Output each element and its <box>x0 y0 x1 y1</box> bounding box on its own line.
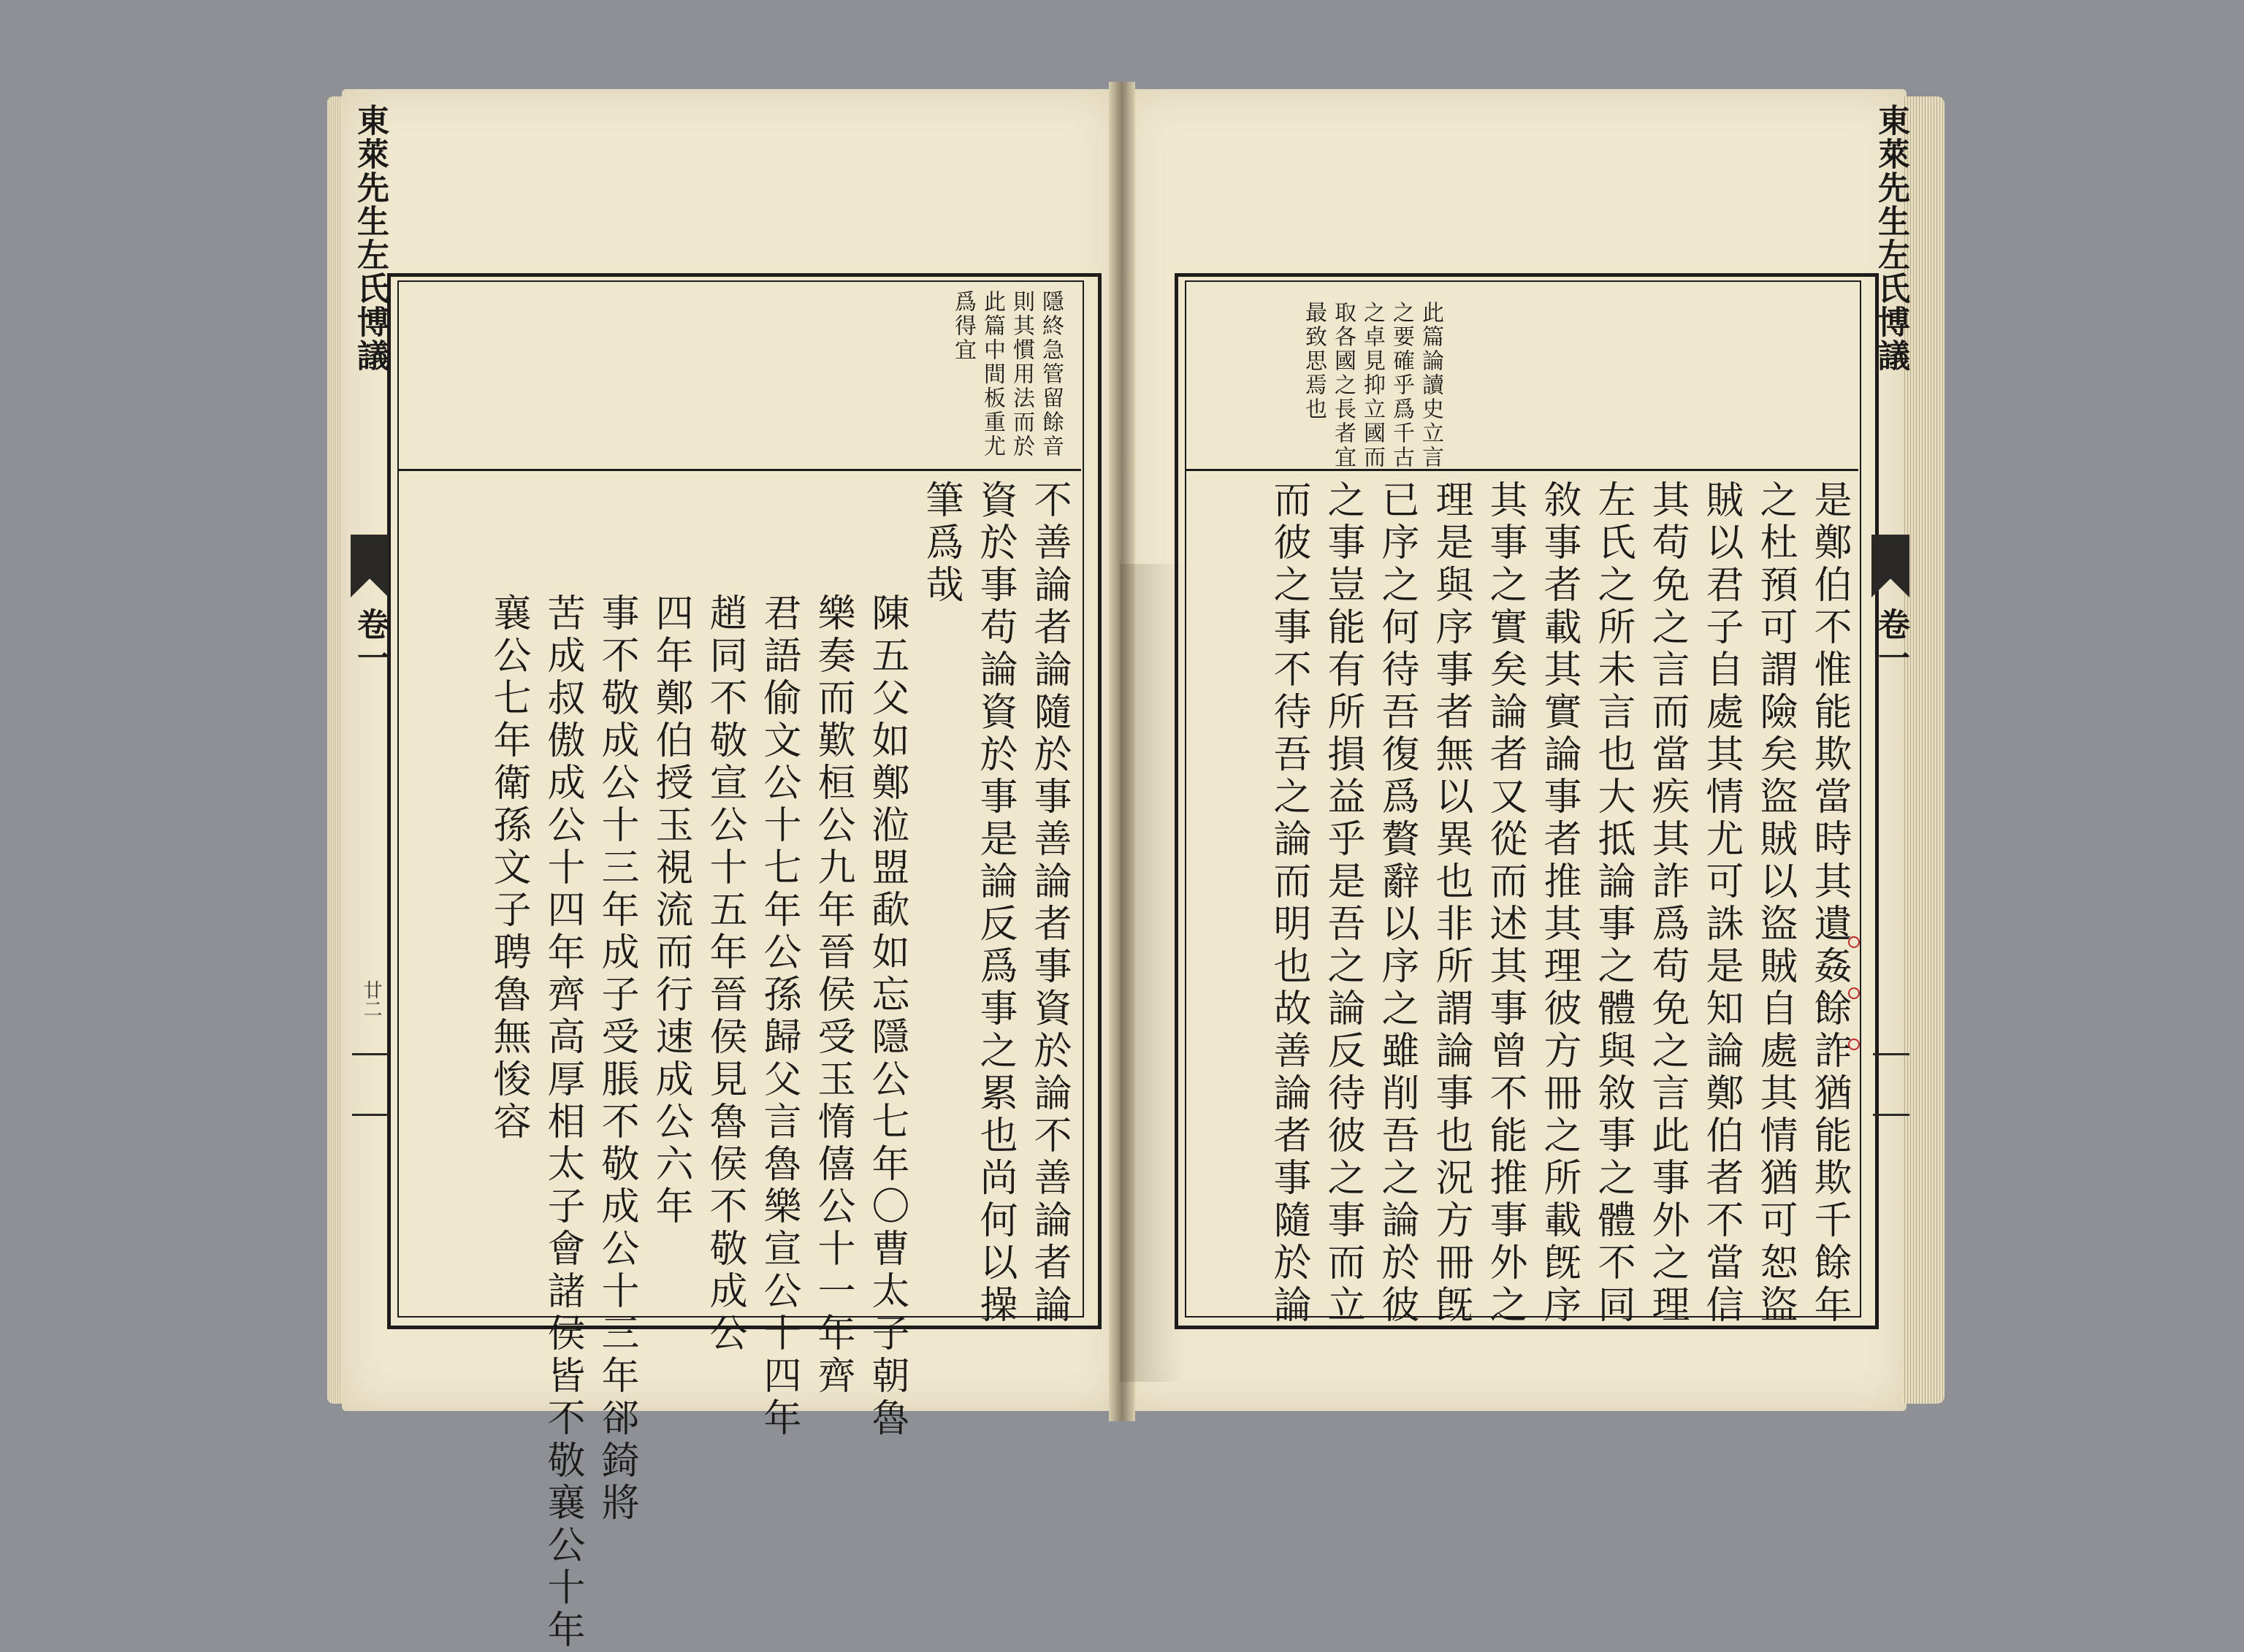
left-headnote-col-3: 此篇中間板重尤 <box>980 290 1005 459</box>
right-lower-fishtail <box>1873 1053 1909 1116</box>
left-body-col-4: 陳五父如鄭涖盟歃如忘隱公七年〇曹太子朝魯 <box>865 593 909 1440</box>
right-body-col-6: 敘事者載其實論事者推其理彼方冊之所載旣序 <box>1537 480 1581 1327</box>
left-headnote-divider <box>397 469 1081 471</box>
red-emphasis-mark <box>1848 987 1860 999</box>
right-headnote-col-3: 之卓見抑立國而 <box>1359 301 1385 470</box>
left-body-col-3: 筆爲哉 <box>919 480 963 607</box>
left-body-col-10: 苦成叔傲成公十四年齊高厚相太子會諸侯皆不敬襄公十年 <box>541 593 584 1652</box>
right-headnote-divider <box>1185 469 1858 471</box>
left-body-col-11: 襄公七年衛孫文子聘魯無悛容 <box>486 593 530 1144</box>
right-headnote-col-5: 最致思焉也 <box>1301 301 1327 421</box>
red-emphasis-mark <box>1848 1039 1860 1050</box>
right-side-title: 東萊先生左氏博議 <box>1872 104 1909 372</box>
left-side-volume: 卷一 <box>351 608 389 675</box>
right-side-volume: 卷一 <box>1872 608 1909 675</box>
left-folio: 廿二 <box>360 980 382 1018</box>
right-body-col-2: 之杜預可謂險矣盜賊以盜賊自處其情猶可恕盜 <box>1753 480 1797 1327</box>
red-emphasis-mark <box>1848 936 1860 948</box>
right-body-col-5: 左氏之所未言也大抵論事之體與敘事之體不同 <box>1591 480 1635 1327</box>
right-body-col-11: 而彼之事不待吾之論而明也故善論者事隨於論 <box>1267 480 1310 1327</box>
left-headnote-col-2: 則其慣用法而於 <box>1009 290 1034 459</box>
left-body-col-7: 趙同不敬宣公十五年晉侯見魯侯不敬成公 <box>703 593 747 1355</box>
left-body-col-5: 樂奏而歎桓公九年晉侯受玉惰僖公十一年齊 <box>811 593 855 1398</box>
left-headnote-col-4: 爲得宜 <box>950 290 976 362</box>
right-body-col-3: 賊以君子自處其情尤可誅是知論鄭伯者不當信 <box>1699 480 1743 1327</box>
right-headnote-col-4: 取各國之長者宜 <box>1330 301 1356 470</box>
right-body-col-8: 理是與序事者無以異也非所謂論事也況方冊旣 <box>1429 480 1473 1327</box>
left-body-col-8: 四年鄭伯授玉視流而行速成公六年 <box>649 593 692 1228</box>
left-body-col-9: 事不敬成公十三年成子受脹不敬成公十三年郤錡將 <box>595 593 638 1525</box>
left-body-col-1: 不善論者論隨於事善論者事資於論不善論者論 <box>1027 480 1071 1327</box>
left-body-col-6: 君語偷文公十七年公孫歸父言魯樂宣公十四年 <box>757 593 801 1440</box>
left-body-col-2: 資於事苟論資於事是論反爲事之累也尚何以操 <box>973 480 1017 1327</box>
right-body-col-4: 其苟免之言而當疾其詐爲苟免之言此事外之理 <box>1645 480 1689 1327</box>
right-body-col-10: 之事豈能有所損益乎是吾之論反待彼之事而立 <box>1321 480 1365 1327</box>
right-body-col-9: 已序之何待吾復爲贅辭以序之雖削吾之論於彼 <box>1375 480 1419 1327</box>
left-side-title: 東萊先生左氏博議 <box>351 104 389 372</box>
right-body-col-7: 其事之實矣論者又從而述其事曾不能推事外之 <box>1483 480 1527 1327</box>
right-body-col-1: 是鄭伯不惟能欺當時其遺姦餘詐猶能欺千餘年 <box>1807 480 1851 1327</box>
right-headnote-col-1: 此篇論讀史立言 <box>1418 301 1443 470</box>
right-headnote-col-2: 之要確乎爲千古 <box>1389 301 1414 470</box>
open-book <box>327 82 1945 1652</box>
left-headnote-col-1: 隱終急管留餘音 <box>1038 290 1064 459</box>
left-lower-fishtail <box>352 1053 389 1116</box>
